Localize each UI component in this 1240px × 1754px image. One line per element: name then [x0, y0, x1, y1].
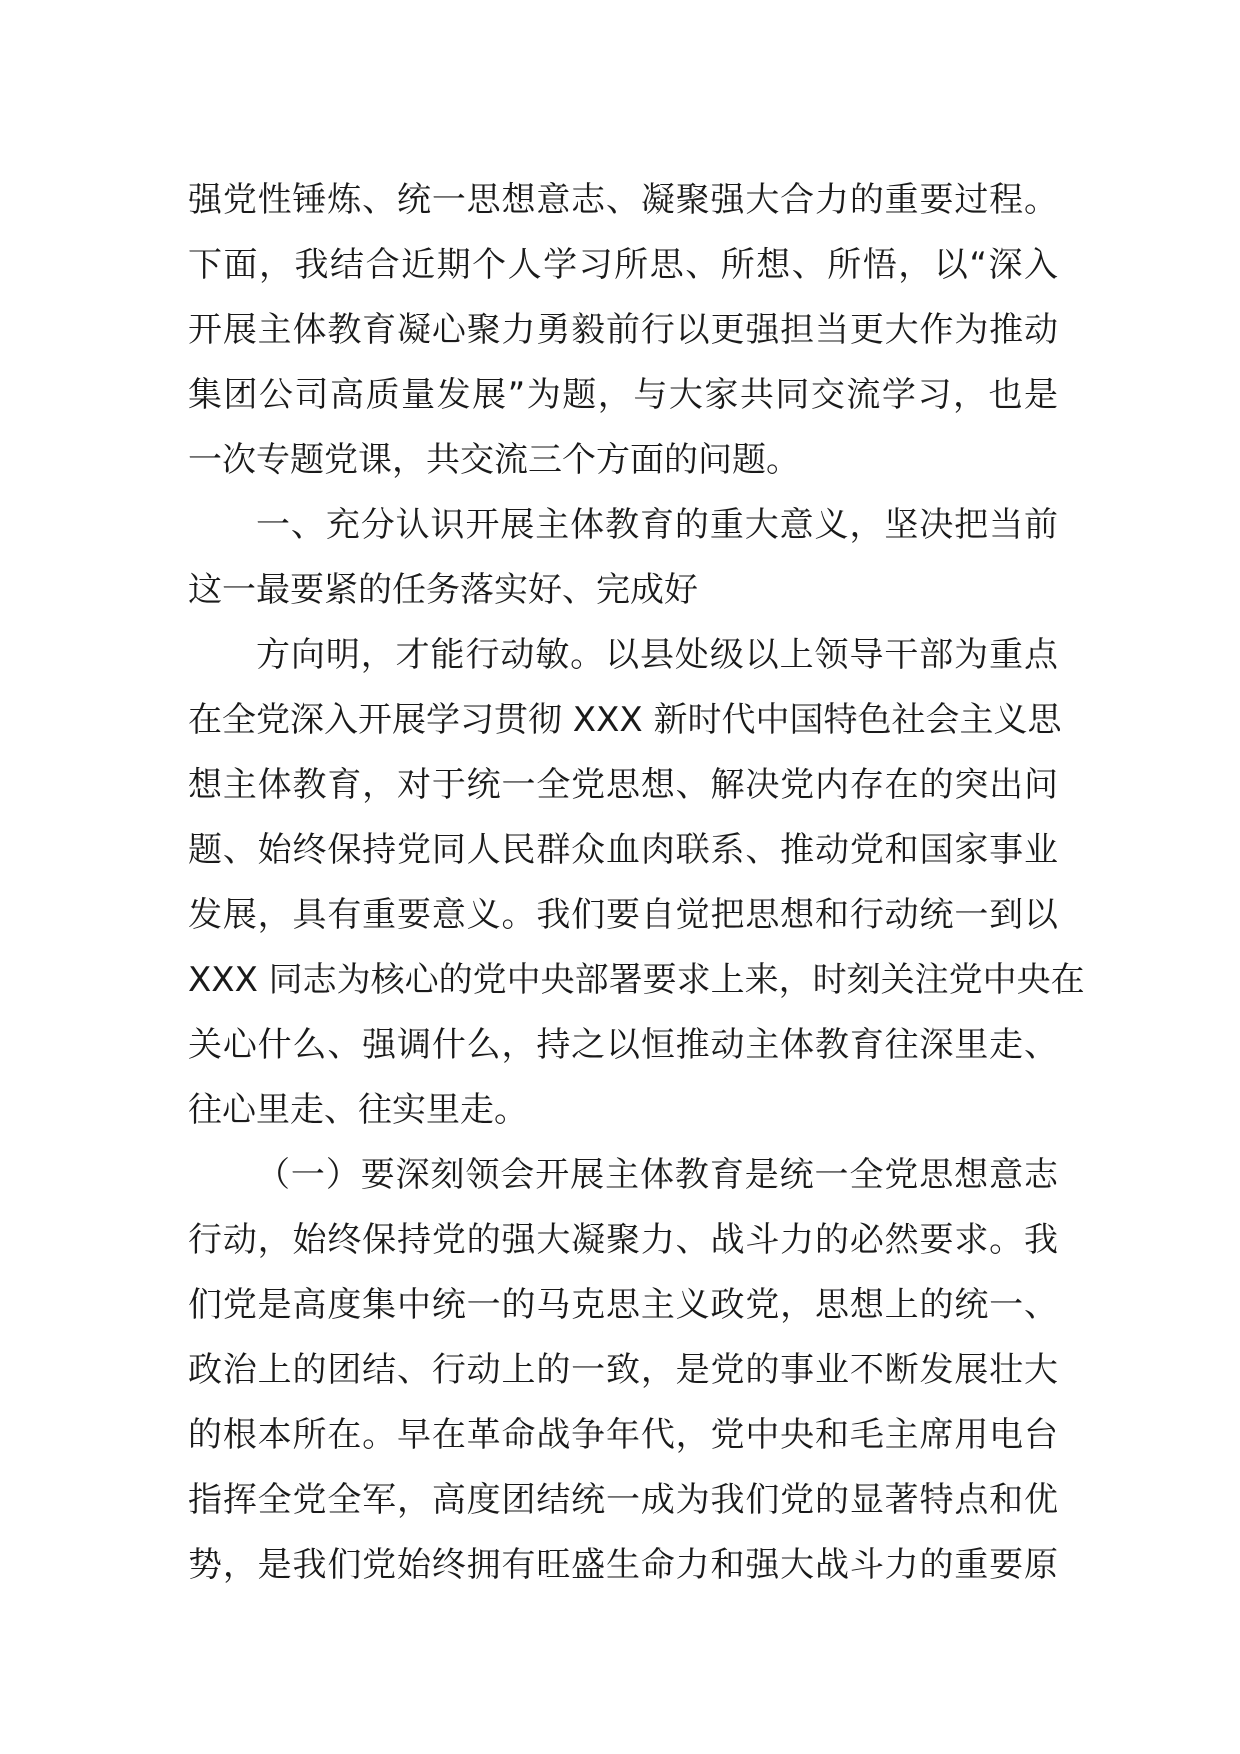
- text-line: 们党是高度集中统一的马克思主义政党，思想上的统一、: [188, 1285, 1058, 1325]
- text-line: 在全党深入开展学习贯彻 XXX 新时代中国特色社会主义思: [188, 700, 1062, 740]
- text-line: 关心什么、强调什么，持之以恒推动主体教育往深里走、: [188, 1025, 1058, 1065]
- text-line: XXX 同志为核心的党中央部署要求上来，时刻关注党中央在: [188, 960, 1085, 1000]
- section-heading-line: 一、充分认识开展主体教育的重大意义，坚决把当前: [256, 505, 1058, 545]
- text-line: 势，是我们党始终拥有旺盛生命力和强大战斗力的重要原: [188, 1545, 1058, 1585]
- text-line: 一次专题党课，共交流三个方面的问题。: [188, 440, 800, 480]
- text-line: 开展主体教育凝心聚力勇毅前行以更强担当更大作为推动: [188, 310, 1058, 350]
- document-body: [188, 168, 1085, 1598]
- text-line: 发展，具有重要意义。我们要自觉把思想和行动统一到以: [188, 895, 1058, 935]
- text-line: 的根本所在。早在革命战争年代，党中央和毛主席用电台: [188, 1415, 1058, 1455]
- text-line: 方向明，才能行动敏。以县处级以上领导干部为重点: [256, 635, 1058, 675]
- text-line: 想主体教育，对于统一全党思想、解决党内存在的突出问: [188, 765, 1058, 805]
- text-line: 强党性锤炼、统一思想意志、凝聚强大合力的重要过程。: [188, 180, 1058, 220]
- text-line: 行动，始终保持党的强大凝聚力、战斗力的必然要求。我: [188, 1220, 1058, 1260]
- text-line: 下面，我结合近期个人学习所思、所想、所悟，以“深入: [188, 245, 1058, 285]
- text-line: 往心里走、往实里走。: [188, 1090, 528, 1130]
- text-line: 政治上的团结、行动上的一致，是党的事业不断发展壮大: [188, 1350, 1058, 1390]
- section-heading-line: 这一最要紧的任务落实好、完成好: [188, 570, 698, 610]
- text-line: 集团公司高质量发展”为题，与大家共同交流学习，也是: [188, 375, 1058, 415]
- text-line: 指挥全党全军，高度团结统一成为我们党的显著特点和优: [188, 1480, 1058, 1520]
- text-line: 题、始终保持党同人民群众血肉联系、推动党和国家事业: [188, 830, 1058, 870]
- subsection-heading-line: （一）要深刻领会开展主体教育是统一全党思想意志: [256, 1155, 1058, 1195]
